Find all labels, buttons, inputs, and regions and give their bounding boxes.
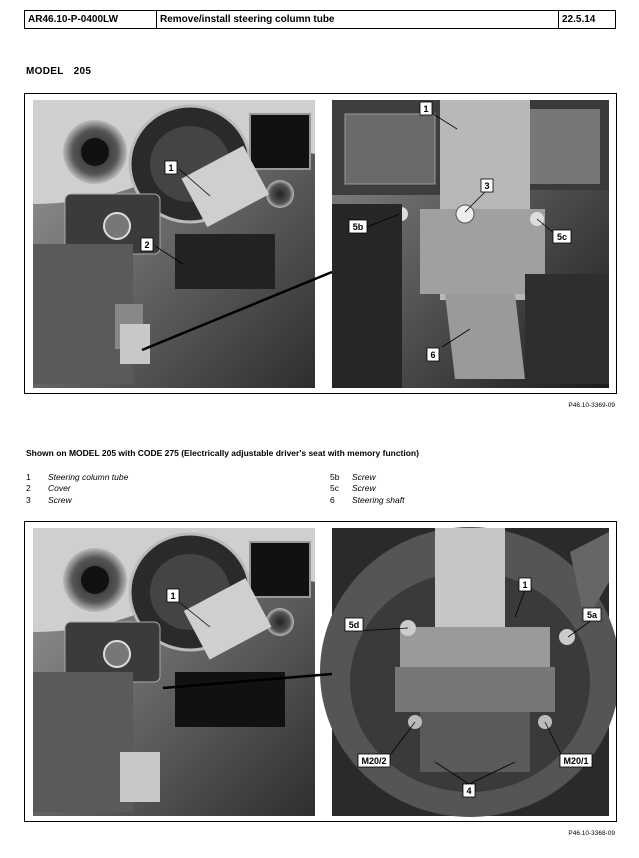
figure-1-illustration (25, 94, 616, 393)
dashboard-photo-2 (33, 528, 315, 816)
motor-assembly-photo (320, 527, 616, 817)
model-value: 205 (73, 66, 92, 77)
svg-text:4: 4 (466, 786, 472, 796)
svg-text:6: 6 (430, 350, 436, 360)
legend-left (26, 472, 128, 506)
model-label: MODEL (26, 66, 64, 77)
svg-text:5d: 5d (348, 620, 360, 630)
figure-2-ref: P46.10-3368-09 (568, 830, 615, 837)
figure-1 (24, 93, 617, 394)
legend-item: 2 Cover (26, 483, 71, 494)
svg-text:5a: 5a (586, 610, 598, 620)
steering-column-photo (332, 100, 609, 388)
doc-title: Remove/install steering column tube (157, 11, 559, 28)
figure-caption: Shown on MODEL 205 with CODE 275 (Electrically adjustable driver's seat with memory function) (26, 448, 419, 458)
svg-text:5c: 5c (556, 232, 568, 242)
svg-text:M20/1: M20/1 (563, 756, 589, 766)
document-header (24, 10, 616, 29)
doc-date: 22.5.14 (562, 14, 596, 25)
dashboard-photo (33, 100, 315, 388)
legend-item: 3 Screw (26, 494, 72, 505)
legend-item: 5c Screw (330, 483, 376, 494)
legend-item: 1 Steering column tube (26, 472, 129, 482)
svg-text:1: 1 (522, 580, 528, 590)
model-heading (26, 66, 101, 77)
svg-text:1: 1 (170, 591, 176, 601)
svg-text:5b: 5b (352, 222, 364, 232)
legend-right (330, 472, 404, 506)
svg-text:1: 1 (423, 104, 429, 114)
legend-item: 6 Steering shaft (330, 494, 405, 505)
figure-1-ref: P46.10-3369-09 (568, 402, 615, 409)
figure-2 (24, 521, 617, 822)
svg-text:1: 1 (168, 163, 174, 173)
doc-number: AR46.10-P-0400LW (25, 11, 157, 28)
legend-item: 5b Screw (330, 472, 376, 482)
svg-text:2: 2 (144, 240, 150, 250)
figure-2-illustration (25, 522, 616, 821)
svg-text:M20/2: M20/2 (361, 756, 387, 766)
svg-text:3: 3 (484, 181, 490, 191)
